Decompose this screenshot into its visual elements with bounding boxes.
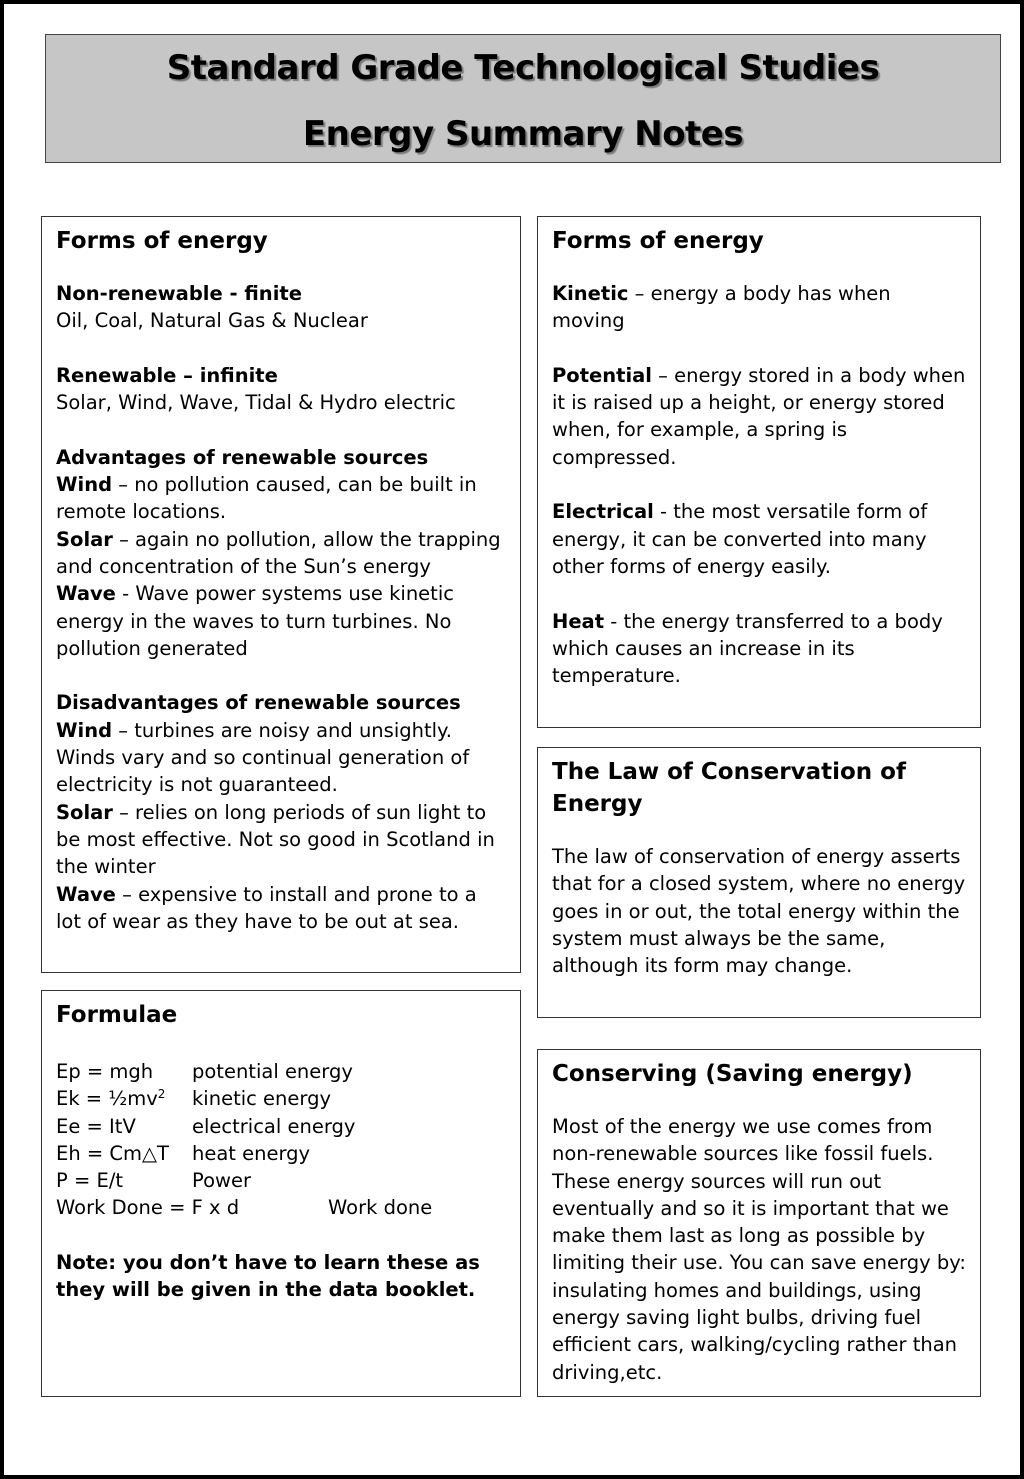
advantage-item [56, 471, 506, 526]
energy-form-label: Electrical [552, 500, 654, 524]
advantage-label: Wind [56, 473, 113, 497]
disadvantage-label: Wave [56, 882, 116, 906]
page-subtitle: Energy Summary Notes [302, 114, 744, 154]
energy-form-label: Potential [552, 363, 652, 387]
energy-form-item [552, 280, 966, 335]
formula-expression: Eh = Cm△T [56, 1141, 169, 1165]
advantages-heading: Advantages of renewable sources [56, 445, 429, 469]
formula-row [56, 1058, 506, 1085]
formula-description: Work done [328, 1196, 433, 1220]
formulae-panel [41, 990, 521, 1397]
panel-title: Conserving (Saving energy) [552, 1061, 913, 1087]
energy-form-text: - the energy transferred to a body which causes an increase in its temperature. [552, 609, 943, 688]
title-banner [45, 34, 1001, 163]
energy-form-item [552, 608, 966, 690]
disadvantages-heading: Disadvantages of renewable sources [56, 691, 461, 715]
energy-form-item [552, 362, 966, 471]
formula-expression: P = E/t [56, 1169, 124, 1193]
panel-title: The Law of Conservation of Energy [552, 759, 906, 817]
formulae-note: Note: you don’t have to learn these as they will be given in the data booklet. [56, 1251, 480, 1302]
energy-form-text: – energy stored in a body when it is raised up a height, or energy stored when, for example, a spring is compressed. [552, 363, 966, 469]
renewable-text: Solar, Wind, Wave, Tidal & Hydro electric [56, 391, 456, 415]
advantage-text: – no pollution caused, can be built in remote locations. [56, 473, 477, 524]
page-title: Standard Grade Technological Studies [166, 48, 880, 88]
panel-title: Forms of energy [552, 228, 764, 254]
conserving-energy-panel [537, 1049, 981, 1397]
conservation-law-text: The law of conservation of energy asserts that for a closed system, where no energy goes in or out, the total energy within the system must always be the same, although its form may change. [552, 845, 966, 978]
disadvantage-item [56, 799, 506, 881]
forms-of-energy-sources-panel [41, 216, 521, 973]
energy-form-item [552, 498, 966, 580]
formula-description: electrical energy [192, 1114, 356, 1138]
formula-row [56, 1140, 506, 1167]
disadvantage-label: Wind [56, 718, 113, 742]
energy-form-label: Kinetic [552, 282, 629, 305]
advantage-item [56, 526, 506, 581]
advantage-text: - Wave power systems use kinetic energy in the waves to turn turbines. No pollution generated [56, 582, 454, 660]
disadvantage-text: – turbines are noisy and unsightly. Winds vary and so continual generation of electricity is not guaranteed. [56, 718, 470, 797]
disadvantage-label: Solar [56, 800, 113, 824]
advantage-item [56, 580, 506, 662]
advantage-label: Solar [56, 527, 113, 551]
panel-title: Formulae [56, 1002, 178, 1028]
advantage-text: – again no pollution, allow the trapping and concentration of the Sun’s energy [56, 527, 501, 578]
formula-row [56, 1113, 506, 1140]
formula-expression: $Ek = \frac{1}{2}mv^2$ [56, 1087, 166, 1111]
formula-row [56, 1194, 506, 1221]
formula-expression: Ee = ItV [56, 1114, 136, 1138]
formula-description: kinetic energy [192, 1087, 331, 1111]
formula-expression: Ep = mgh [56, 1060, 154, 1083]
formula-exponent: 2 [157, 1087, 166, 1102]
forms-of-energy-types-panel [537, 216, 981, 728]
energy-form-text: - the most versatile form of energy, it can be converted into many other forms of energy easily. [552, 500, 928, 578]
nonrenewable-text: Oil, Coal, Natural Gas & Nuclear [56, 309, 368, 333]
conserving-energy-text: Most of the energy we use comes from non-renewable sources like fossil fuels. These energy sources will run out eventually and so it is important that we make them last as long as possible by limiting their use. You can save energy by: insulating homes and buildings, using energy saving light bulbs, driving fuel efficient cars, walking/cycling rather than driving,etc. [552, 1115, 966, 1384]
nonrenewable-heading: Non-renewable - finite [56, 282, 302, 305]
energy-form-label: Heat [552, 609, 605, 633]
conservation-law-panel [537, 747, 981, 1018]
advantage-label: Wave [56, 582, 116, 606]
energy-form-text: – energy a body has when moving [552, 282, 891, 333]
disadvantage-item [56, 881, 506, 936]
formula-row [56, 1167, 506, 1194]
panel-title: Forms of energy [56, 228, 268, 254]
disadvantage-text: – expensive to install and prone to a lot of wear as they have to be out at sea. [56, 882, 477, 933]
formula-expression: Work Done = F x d [56, 1196, 240, 1220]
formula-description: potential energy [192, 1060, 353, 1083]
formula-row [56, 1085, 506, 1112]
formula-description: heat energy [192, 1141, 311, 1165]
renewable-heading: Renewable – infinite [56, 363, 278, 387]
disadvantage-item [56, 717, 506, 799]
disadvantage-text: – relies on long periods of sun light to be most effective. Not so good in Scotland in the winter [56, 800, 495, 879]
formula-description: Power [192, 1169, 251, 1193]
